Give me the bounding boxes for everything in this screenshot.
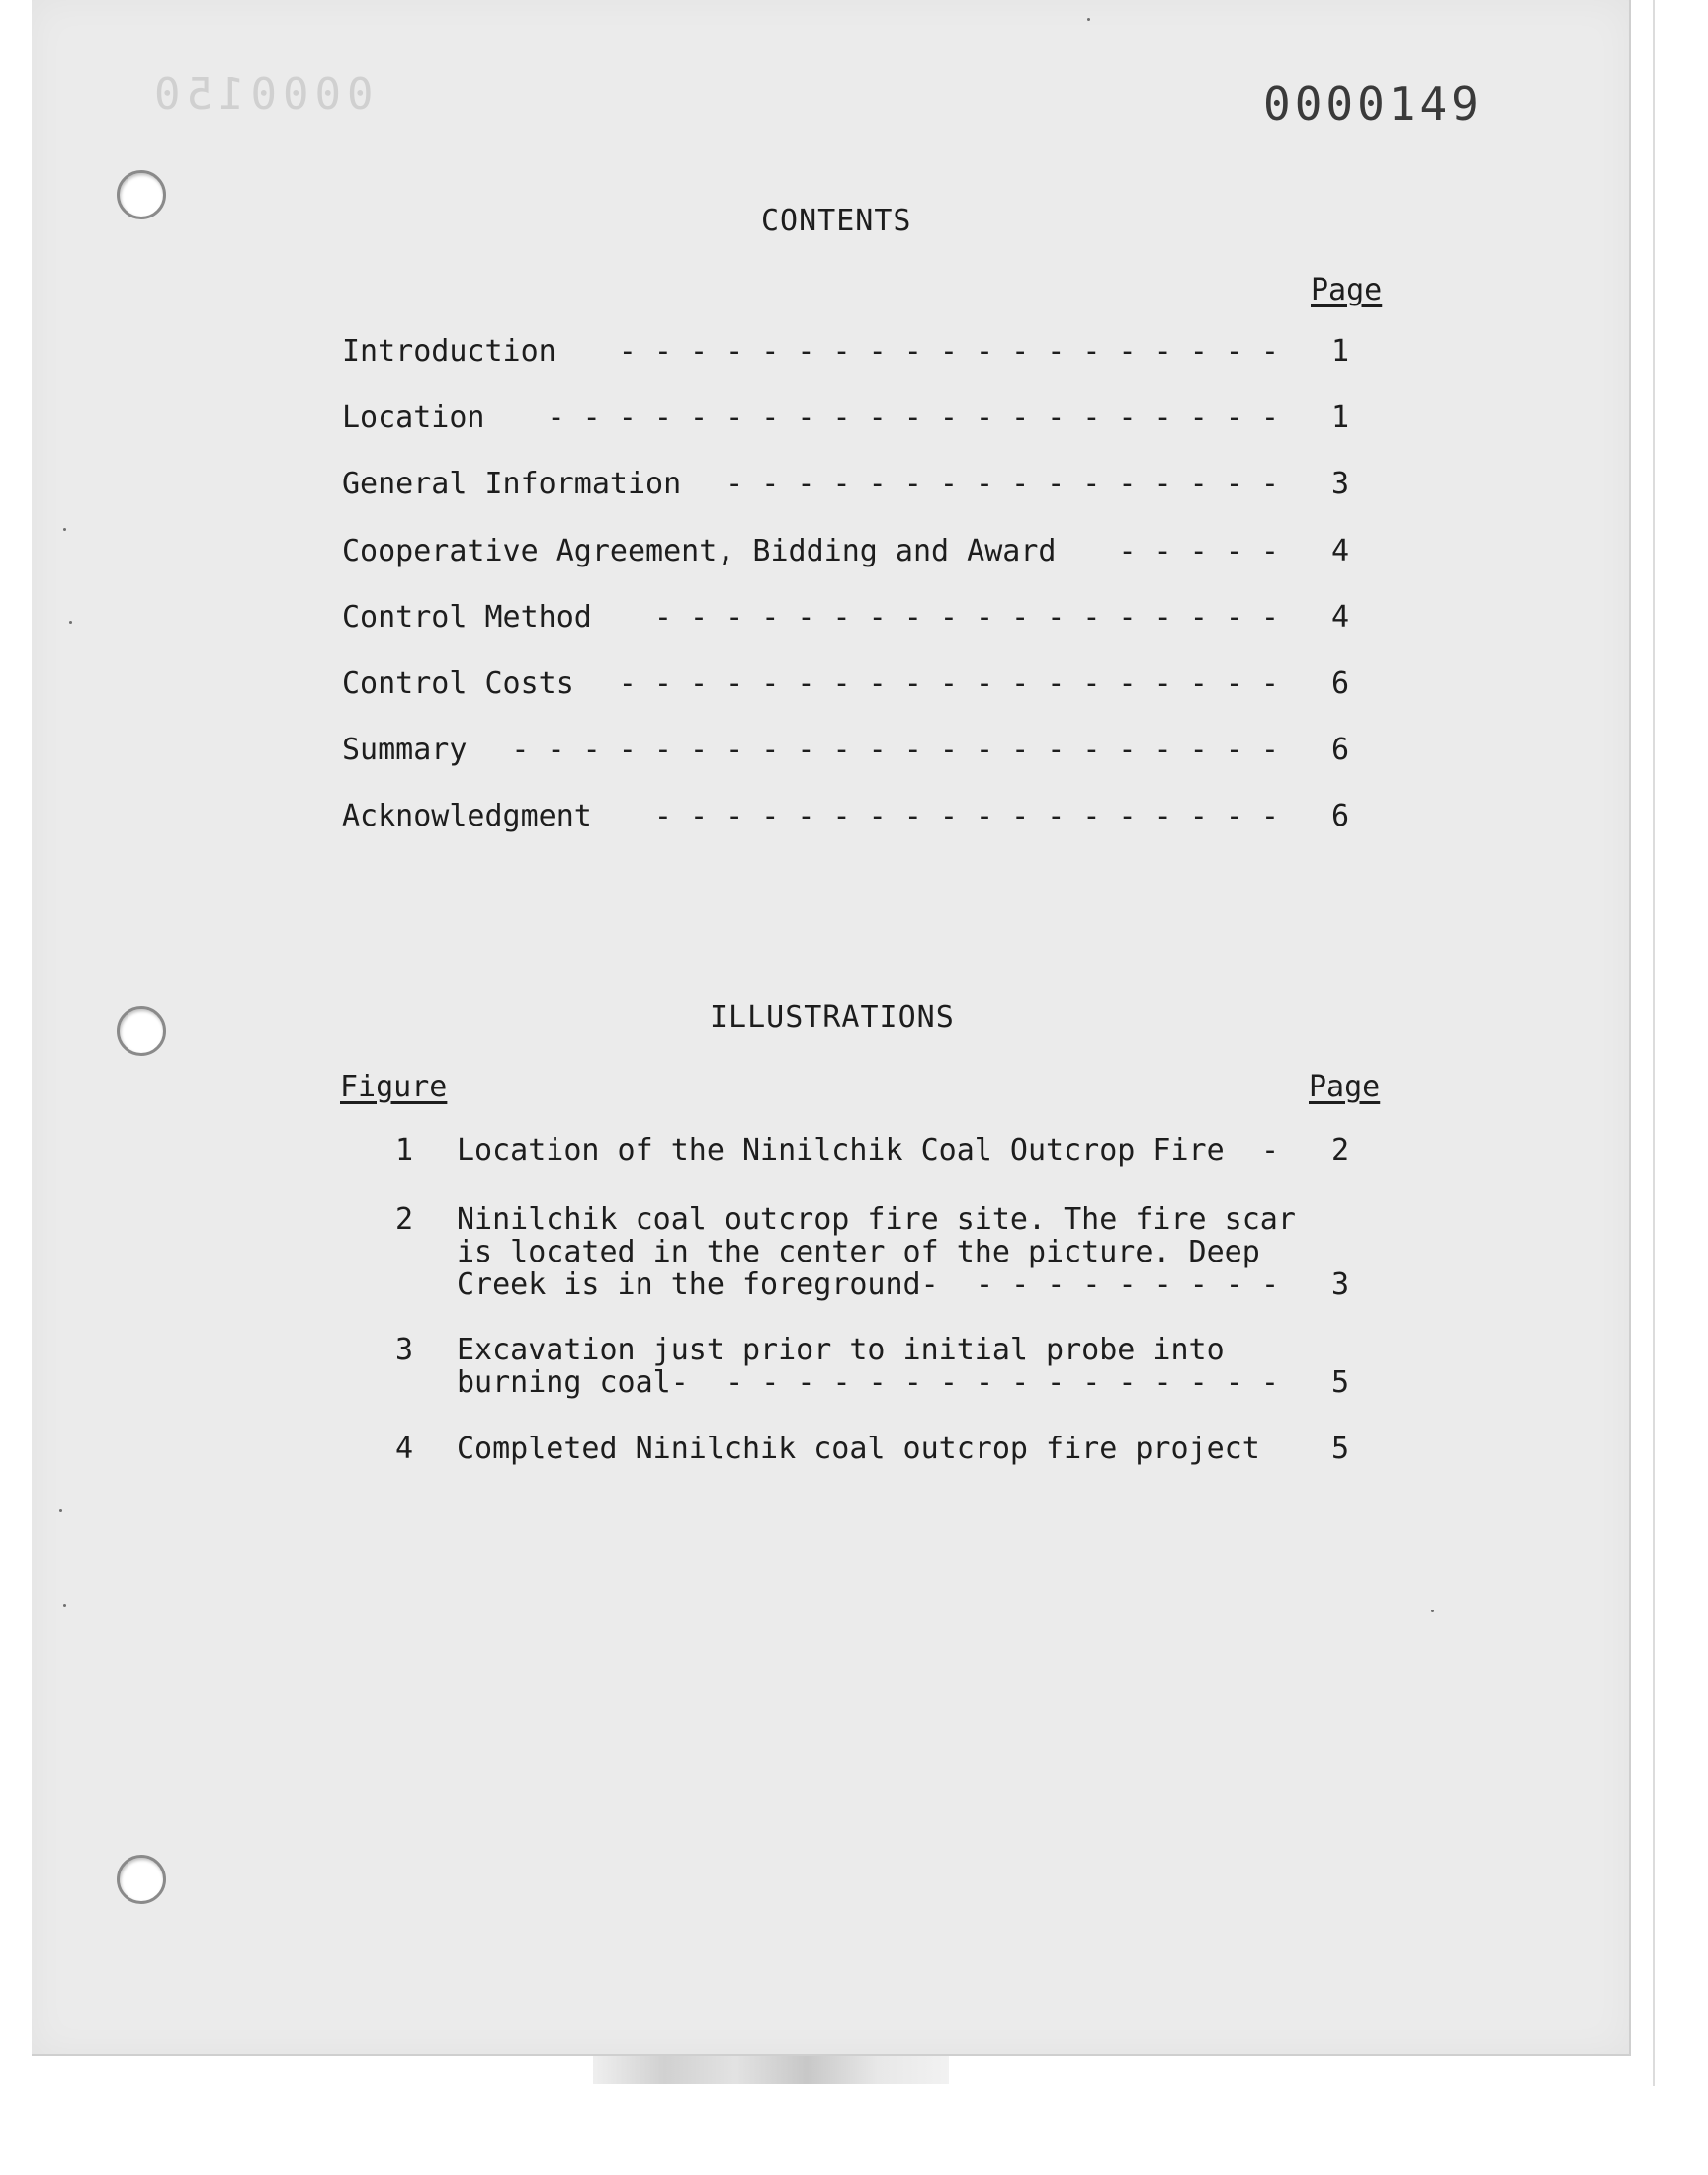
contents-entry-title: Acknowledgment: [342, 799, 592, 833]
punch-hole: [117, 1855, 166, 1904]
scan-edge-line: [1653, 0, 1655, 2086]
figure-page: 3: [1330, 1267, 1350, 1302]
bleed-through-stamp: 0000150: [148, 69, 374, 120]
contents-entry-title: Introduction: [342, 334, 556, 369]
contents-entry: [342, 733, 1360, 772]
contents-entry-title: Cooperative Agreement, Bidding and Award: [342, 534, 1057, 568]
figure-caption-line: Ninilchik coal outcrop fire site. The fire scar: [457, 1202, 1296, 1237]
dot-leader: - - - - - - - - - - - - - - - -: [726, 467, 1279, 501]
figure-page: 5: [1330, 1432, 1350, 1466]
contents-entry: [342, 600, 1360, 640]
contents-entry: [342, 467, 1360, 506]
punch-hole: [117, 170, 166, 219]
scan-speck: [63, 528, 66, 531]
figure-number: 4: [394, 1432, 414, 1466]
contents-entry-title: Control Costs: [342, 666, 574, 701]
dot-leader: - - - - - - - - -: [975, 1267, 1279, 1302]
contents-entry-page: 6: [1330, 799, 1350, 833]
dot-leader: - - - - - - - - - - - - - - - - - - - - - -: [511, 733, 1279, 767]
contents-entry: [342, 534, 1360, 573]
scan-speck: [59, 1509, 62, 1512]
figure-caption-line: is located in the center of the picture. Deep: [457, 1235, 1260, 1269]
contents-heading: CONTENTS: [761, 204, 912, 238]
figure-header: Figure: [340, 1070, 448, 1104]
illustrations-page-header: Page: [1309, 1070, 1381, 1104]
scan-speck: [1087, 18, 1090, 21]
figure-number: 2: [394, 1202, 414, 1237]
contents-entry: [342, 400, 1360, 440]
document-number-stamp: 0000149: [1263, 77, 1483, 130]
figure-number: 3: [394, 1333, 414, 1367]
dot-leader: - - - - - - - - - - - - - - - - - - - - -: [547, 400, 1279, 435]
dot-leader: - - - - - - - - - - - - - - - - - -: [653, 799, 1279, 833]
contents-entry-page: 1: [1330, 400, 1350, 435]
figure-caption-line: Completed Ninilchik coal outcrop fire project: [457, 1432, 1260, 1466]
dot-leader: - - - - - - - - - - - - - - - - - -: [653, 600, 1279, 635]
figure-page: 5: [1330, 1365, 1350, 1400]
contents-entry-page: 6: [1330, 733, 1350, 767]
contents-entry-page: 4: [1330, 534, 1350, 568]
figure-caption-line: Excavation just prior to initial probe into: [457, 1333, 1225, 1367]
contents-entry-page: 4: [1330, 600, 1350, 635]
contents-entry-title: Location: [342, 400, 485, 435]
dot-leader: -: [1260, 1133, 1279, 1168]
dot-leader: - - - - -: [1118, 534, 1279, 568]
contents-page-header: Page: [1311, 273, 1383, 307]
dot-leader: - - - - - - - - - - - - - - - - - - -: [618, 666, 1279, 701]
figure-page: 2: [1330, 1133, 1350, 1168]
punch-hole: [117, 1006, 166, 1056]
contents-entry-title: Control Method: [342, 600, 592, 635]
contents-entry-title: Summary: [342, 733, 468, 767]
figure-caption-line: Creek is in the foreground-: [457, 1267, 939, 1302]
contents-entry-page: 6: [1330, 666, 1350, 701]
scan-speck: [1431, 1610, 1434, 1612]
contents-entry: [342, 799, 1360, 838]
dot-leader: - - - - - - - - - - - - - - - -: [726, 1365, 1279, 1400]
dot-leader: - - - - - - - - - - - - - - - - - - -: [618, 334, 1279, 369]
scan-speck: [69, 621, 72, 624]
dot-leader: [1274, 1432, 1279, 1471]
figure-caption-line: Location of the Ninilchik Coal Outcrop Fire: [457, 1133, 1225, 1168]
figure-number: 1: [394, 1133, 414, 1168]
contents-entry-page: 1: [1330, 334, 1350, 369]
scan-artifact-strip: [593, 2056, 949, 2084]
contents-entry-title: General Information: [342, 467, 682, 501]
contents-entry: [342, 666, 1360, 706]
illustrations-heading: ILLUSTRATIONS: [710, 1000, 955, 1035]
scan-speck: [63, 1604, 66, 1607]
figure-caption-line: burning coal-: [457, 1365, 689, 1400]
contents-entry-page: 3: [1330, 467, 1350, 501]
contents-entry: [342, 334, 1360, 374]
